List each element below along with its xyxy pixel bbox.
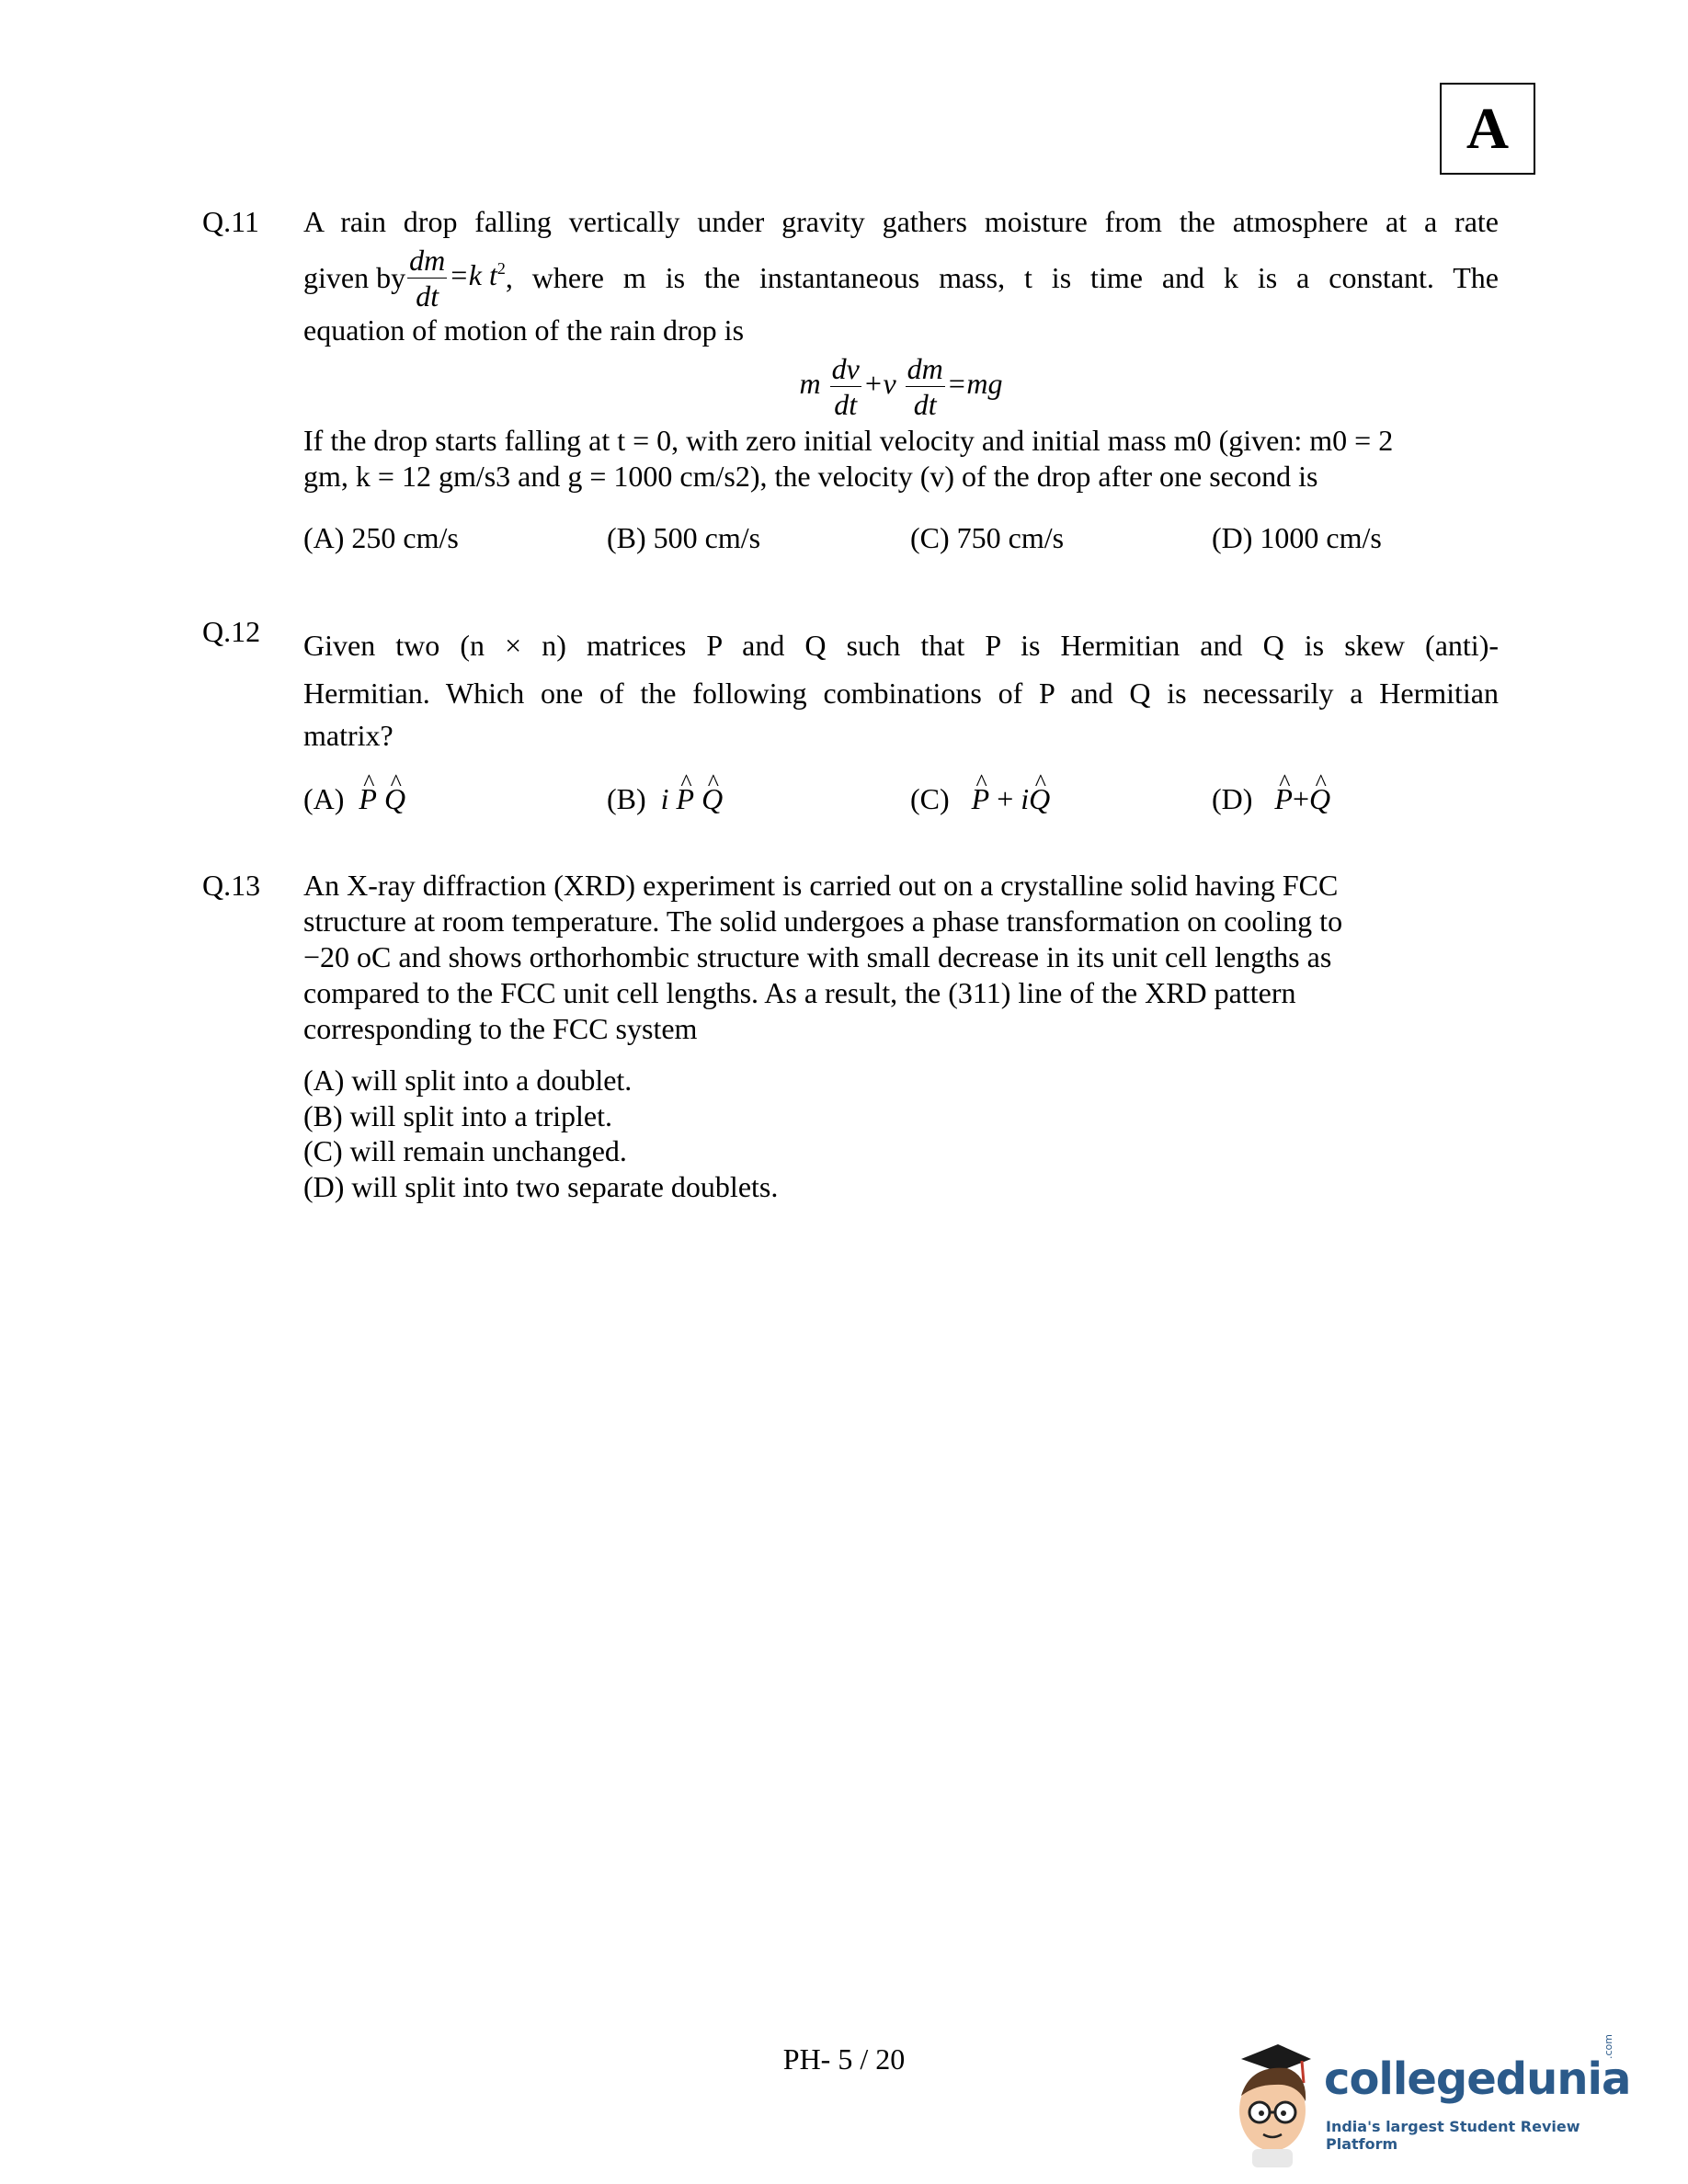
option-label: (C) [910,782,950,815]
p-hat: ^ P [972,781,990,817]
dm-dt-fraction [407,245,447,311]
q13-line2: structure at room temperature. The solid undergoes a phase transformation on cooling to [303,904,1343,938]
fraction-denominator: dt [416,279,439,313]
fraction-denominator: dt [834,388,858,421]
q11-line2 [303,245,1499,311]
eq-m: m [799,366,821,400]
option-label: (A) [303,782,345,815]
brand-com: .com [1602,2034,1614,2059]
q13-line3: −20 oC and shows orthorhombic structure with small decrease in its unit cell lengths as [303,940,1332,973]
q13-line4: compared to the FCC unit cell lengths. As a result, the (311) line of the XRD pattern [303,976,1296,1009]
dv-dt-fraction [830,354,861,419]
mascot-icon [1223,2031,1315,2169]
q12-line2: Hermitian. Which one of the following combinations of P and Q is necessarily a Hermitian [303,677,1499,710]
q-hat: ^ Q [384,781,405,817]
option-b[interactable]: (B) 500 cm/s [607,521,761,554]
q13-line1: An X-ray diffraction (XRD) experiment is carried out on a crystalline solid having FCC [303,869,1339,902]
q13-line5: corresponding to the FCC system [303,1012,698,1045]
set-code-box: A [1440,83,1535,175]
q-hat: ^ Q [701,781,723,817]
q11-line3: equation of motion of the rain drop is [303,313,745,347]
fraction-numerator: dm [907,352,943,385]
q-hat: ^ Q [1029,781,1050,817]
option-b[interactable] [607,781,723,817]
q11-line1: A rain drop falling vertically under gravity gathers moisture from the atmosphere at a rate [303,205,1499,238]
brand-name: collegedunia [1324,2053,1631,2105]
question-number: Q.11 [202,205,259,238]
p-hat: ^ P [1274,781,1293,817]
q11-line2-rest [506,260,1499,296]
option-a[interactable]: (A) 250 cm/s [303,521,459,554]
question-number: Q.12 [202,615,261,648]
option-c[interactable]: (C) will remain unchanged. [303,1134,627,1167]
option-b[interactable]: (B) will split into a triplet. [303,1098,612,1132]
q12-line3: matrix? [303,719,393,752]
collegedunia-logo [1223,2031,1631,2169]
q13-options [303,1063,1499,1204]
dm-dt-fraction-2 [906,354,945,419]
option-label: (D) [1212,782,1253,815]
fraction-numerator: dv [831,352,860,385]
rate-exponent: 2 [496,259,506,279]
q11-given-by: given by [303,261,406,294]
q12-options [303,781,1499,818]
q11-line4: If the drop starts falling at t = 0, with zero initial velocity and initial mass m0 (given: m0 = 2 [303,424,1394,457]
q-hat: ^ Q [1309,781,1330,817]
option-d[interactable]: (D) 1000 cm/s [1212,521,1382,554]
question-number: Q.13 [202,869,261,902]
question-body [303,204,1499,557]
eq-plus-v: +v [862,366,896,400]
imaginary-i: i [1021,782,1030,815]
brand-tagline: India's largest Student Review Platform [1326,2118,1580,2153]
rate-rhs: =k t [449,257,497,291]
p-hat: ^ P [677,781,695,817]
equation-of-motion [303,354,1499,419]
q11-line5: gm, k = 12 gm/s3 and g = 1000 cm/s2), the velocity (v) of the drop after one second is [303,460,1318,493]
option-d[interactable] [1212,781,1330,817]
question-body [303,621,1499,818]
plus-sign: + [997,782,1014,815]
option-a[interactable]: (A) will split into a doublet. [303,1064,633,1097]
option-d[interactable]: (D) will split into two separate doublets. [303,1169,779,1203]
option-label: (B) [607,782,646,815]
fraction-numerator: dm [409,244,446,277]
q11-rate-equation [405,245,506,311]
q11-options [303,520,1499,557]
fraction-denominator: dt [913,388,937,421]
option-a[interactable] [303,781,405,817]
page-footer: PH- 5 / 20 [782,2042,906,2076]
imaginary-i: i [660,782,669,815]
eq-rhs: =mg [946,366,1003,400]
p-hat: ^ P [359,781,377,817]
option-c[interactable]: (C) 750 cm/s [910,521,1065,554]
q12-line1: Given two (n × n) matrices P and Q such that P is Hermitian and Q is skew (anti)- [303,629,1499,662]
q11-line2-text: , where m is the instantaneous mass, t is time and k is a constant. The [505,261,1499,294]
option-c[interactable] [910,781,1050,817]
question-body [303,868,1499,1204]
plus-sign: + [1292,782,1310,815]
